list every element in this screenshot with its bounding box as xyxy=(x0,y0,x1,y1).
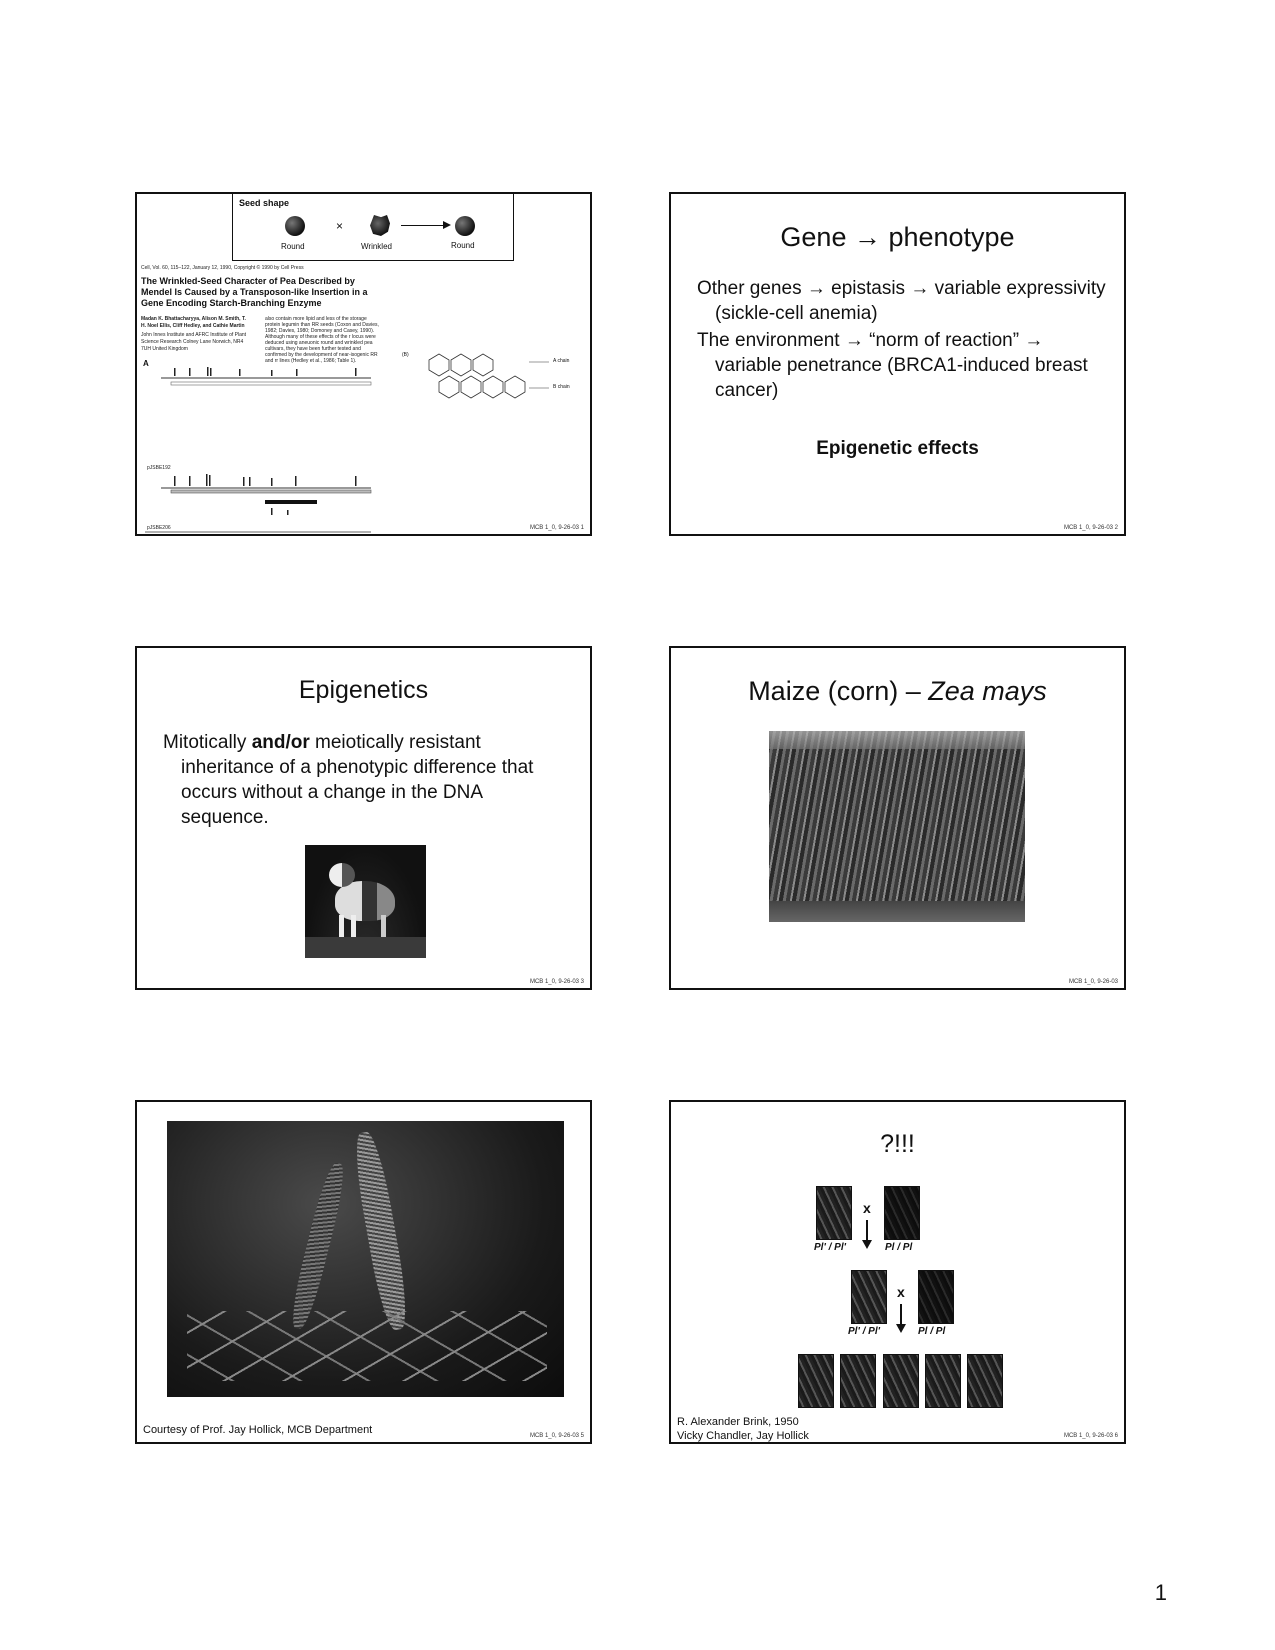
starch-structure-figure xyxy=(409,340,579,420)
progeny-tile-4 xyxy=(925,1354,961,1408)
round-seed-icon-2 xyxy=(455,216,475,236)
label-round-2: Round xyxy=(451,241,475,250)
down-arrow-icon-2 xyxy=(900,1304,902,1326)
ground xyxy=(305,937,426,958)
label-round: Round xyxy=(281,242,305,251)
slide-2 xyxy=(669,192,1126,536)
calico-cat-photo xyxy=(305,845,426,958)
plant-tile-pl-2 xyxy=(918,1270,954,1324)
slide-title: Gene → phenotype xyxy=(780,222,1015,252)
paragraph-environment: The environment → “norm of reaction” → variable penetrance (BRCA1-induced breast cancer) xyxy=(697,330,1088,401)
epigenetic-effects-heading: Epigenetic effects xyxy=(816,438,979,459)
plant-tile-f1 xyxy=(851,1270,887,1324)
slide-footer: MCB 1_0, 9-26-03 xyxy=(1068,979,1118,985)
maize-tassel-photo xyxy=(167,1121,564,1397)
photo-credit: Courtesy of Prof. Jay Hollick, MCB Department xyxy=(143,1424,373,1436)
credit-line-1: R. Alexander Brink, 1950 xyxy=(677,1416,799,1428)
progeny-tile-1 xyxy=(798,1354,834,1408)
definition-bold: and/or xyxy=(251,732,310,753)
progeny-tile-2 xyxy=(840,1354,876,1408)
down-arrowhead-icon-2 xyxy=(896,1324,906,1333)
down-arrow-icon-1 xyxy=(866,1220,868,1242)
cornfield-photo xyxy=(769,731,1025,922)
title-italic: Zea mays xyxy=(928,676,1047,706)
page-number: 1 xyxy=(1154,1580,1167,1605)
cat-body xyxy=(335,881,395,921)
slide-footer: MCB 1_0, 9-26-03 2 xyxy=(1063,525,1118,531)
tassel-1 xyxy=(287,1161,349,1331)
chain-label-b: B chain xyxy=(553,384,570,390)
slide-3 xyxy=(135,646,592,990)
ground-strip xyxy=(769,901,1025,922)
genotype-label-3: Pl' / Pl' xyxy=(848,1326,880,1337)
definition-paragraph xyxy=(163,730,573,830)
slide-body xyxy=(163,730,573,832)
label-wrinkled: Wrinkled xyxy=(361,242,392,251)
plant-tile-pl xyxy=(884,1186,920,1240)
clone-label-2: pJSBE206 xyxy=(147,525,171,531)
cat-leg-1 xyxy=(339,915,344,939)
slide-body xyxy=(697,276,1107,405)
slide-4 xyxy=(669,646,1126,990)
cross-symbol-1: x xyxy=(863,1200,871,1216)
arrowhead-icon xyxy=(443,221,451,229)
sky-strip xyxy=(769,731,1025,749)
slide-5 xyxy=(135,1100,592,1444)
down-arrowhead-icon-1 xyxy=(862,1240,872,1249)
journal-line: Cell, Vol. 60, 115–122, January 12, 1990, Copyright © 1990 by Cell Press xyxy=(141,265,304,271)
arrow-right-icon xyxy=(401,225,445,226)
slide-1 xyxy=(135,192,592,536)
cat-leg-3 xyxy=(381,915,386,937)
times-symbol: × xyxy=(336,219,344,233)
genotype-label-1: Pl' / Pl' xyxy=(814,1242,846,1253)
paper-title: The Wrinkled-Seed Character of Pea Described by Mendel Is Caused by a Transposon-like Insertion in a Gene Encoding Starch-Branching Enzyme xyxy=(141,276,368,308)
slide-footer: MCB 1_0, 9-26-03 3 xyxy=(529,979,584,985)
genotype-label-2: Pl / Pl xyxy=(885,1242,913,1253)
round-seed-icon xyxy=(285,216,305,236)
seed-shape-box xyxy=(232,194,514,261)
chain-label-a: A chain xyxy=(553,358,570,364)
wrinkled-seed-icon xyxy=(370,215,390,236)
paper-body-snippet: also contain more lipid and less of the storage protein legumin than RR seeds (Coxon and Davies, 1982; Davies, 1980; Domoney and Casey, 1990). Although many of these effects of the r locus were deduced using aneuonic round and wrinkled pea cultivars, they have been further tested and confirmed by the development of near-isogenic RR and rr lines (Hedley et al., 1986; Table 1). xyxy=(265,316,379,364)
slide-title xyxy=(671,676,1124,707)
cat-head xyxy=(329,863,355,887)
slide-6 xyxy=(669,1100,1126,1444)
plant-tile-pl-prime xyxy=(816,1186,852,1240)
branches xyxy=(187,1311,547,1381)
definition-text-1: Mitotically xyxy=(163,732,252,753)
title-plain: Maize (corn) – xyxy=(748,676,929,706)
progeny-tile-3 xyxy=(883,1354,919,1408)
slide-title: Epigenetics xyxy=(298,676,429,704)
progeny-tile-5 xyxy=(967,1354,1003,1408)
slide-footer: MCB 1_0, 9-26-03 5 xyxy=(529,1433,584,1439)
genotype-label-4: Pl / Pl xyxy=(918,1326,946,1337)
cat-leg-2 xyxy=(351,915,356,939)
credit-line-2: Vicky Chandler, Jay Hollick xyxy=(677,1430,809,1442)
paper-affiliation: John Innes Institute and AFRC Institute of Plant Science Research Colney Lane Norwich, NR4 7UH United Kingdom xyxy=(141,332,247,352)
slide-footer: MCB 1_0, 9-26-03 6 xyxy=(1063,1433,1118,1439)
seed-shape-title: Seed shape xyxy=(239,198,290,208)
figure-label-b: (B) xyxy=(402,352,409,358)
clone-label-1: pJSBE192 xyxy=(147,465,171,471)
definition-text-2: meiotically resistant inheritance of a phenotypic difference that occurs without a change in the DNA sequence. xyxy=(181,732,534,828)
figure-label-a: A xyxy=(143,359,149,368)
paper-authors: Madan K. Bhattacharyya, Alison M. Smith, T. H. Noel Ellis, Cliff Hedley, and Cathie Martin xyxy=(141,316,246,329)
paragraph-other-genes: Other genes → epistasis → variable expressivity (sickle-cell anemia) xyxy=(697,278,1106,324)
slide-footer: MCB 1_0, 9-26-03 1 xyxy=(529,525,584,531)
cross-symbol-2: x xyxy=(897,1284,905,1300)
gene-map-figure xyxy=(141,356,381,536)
tassel-2 xyxy=(350,1130,412,1332)
slide-title: ?!!! xyxy=(880,1130,915,1158)
